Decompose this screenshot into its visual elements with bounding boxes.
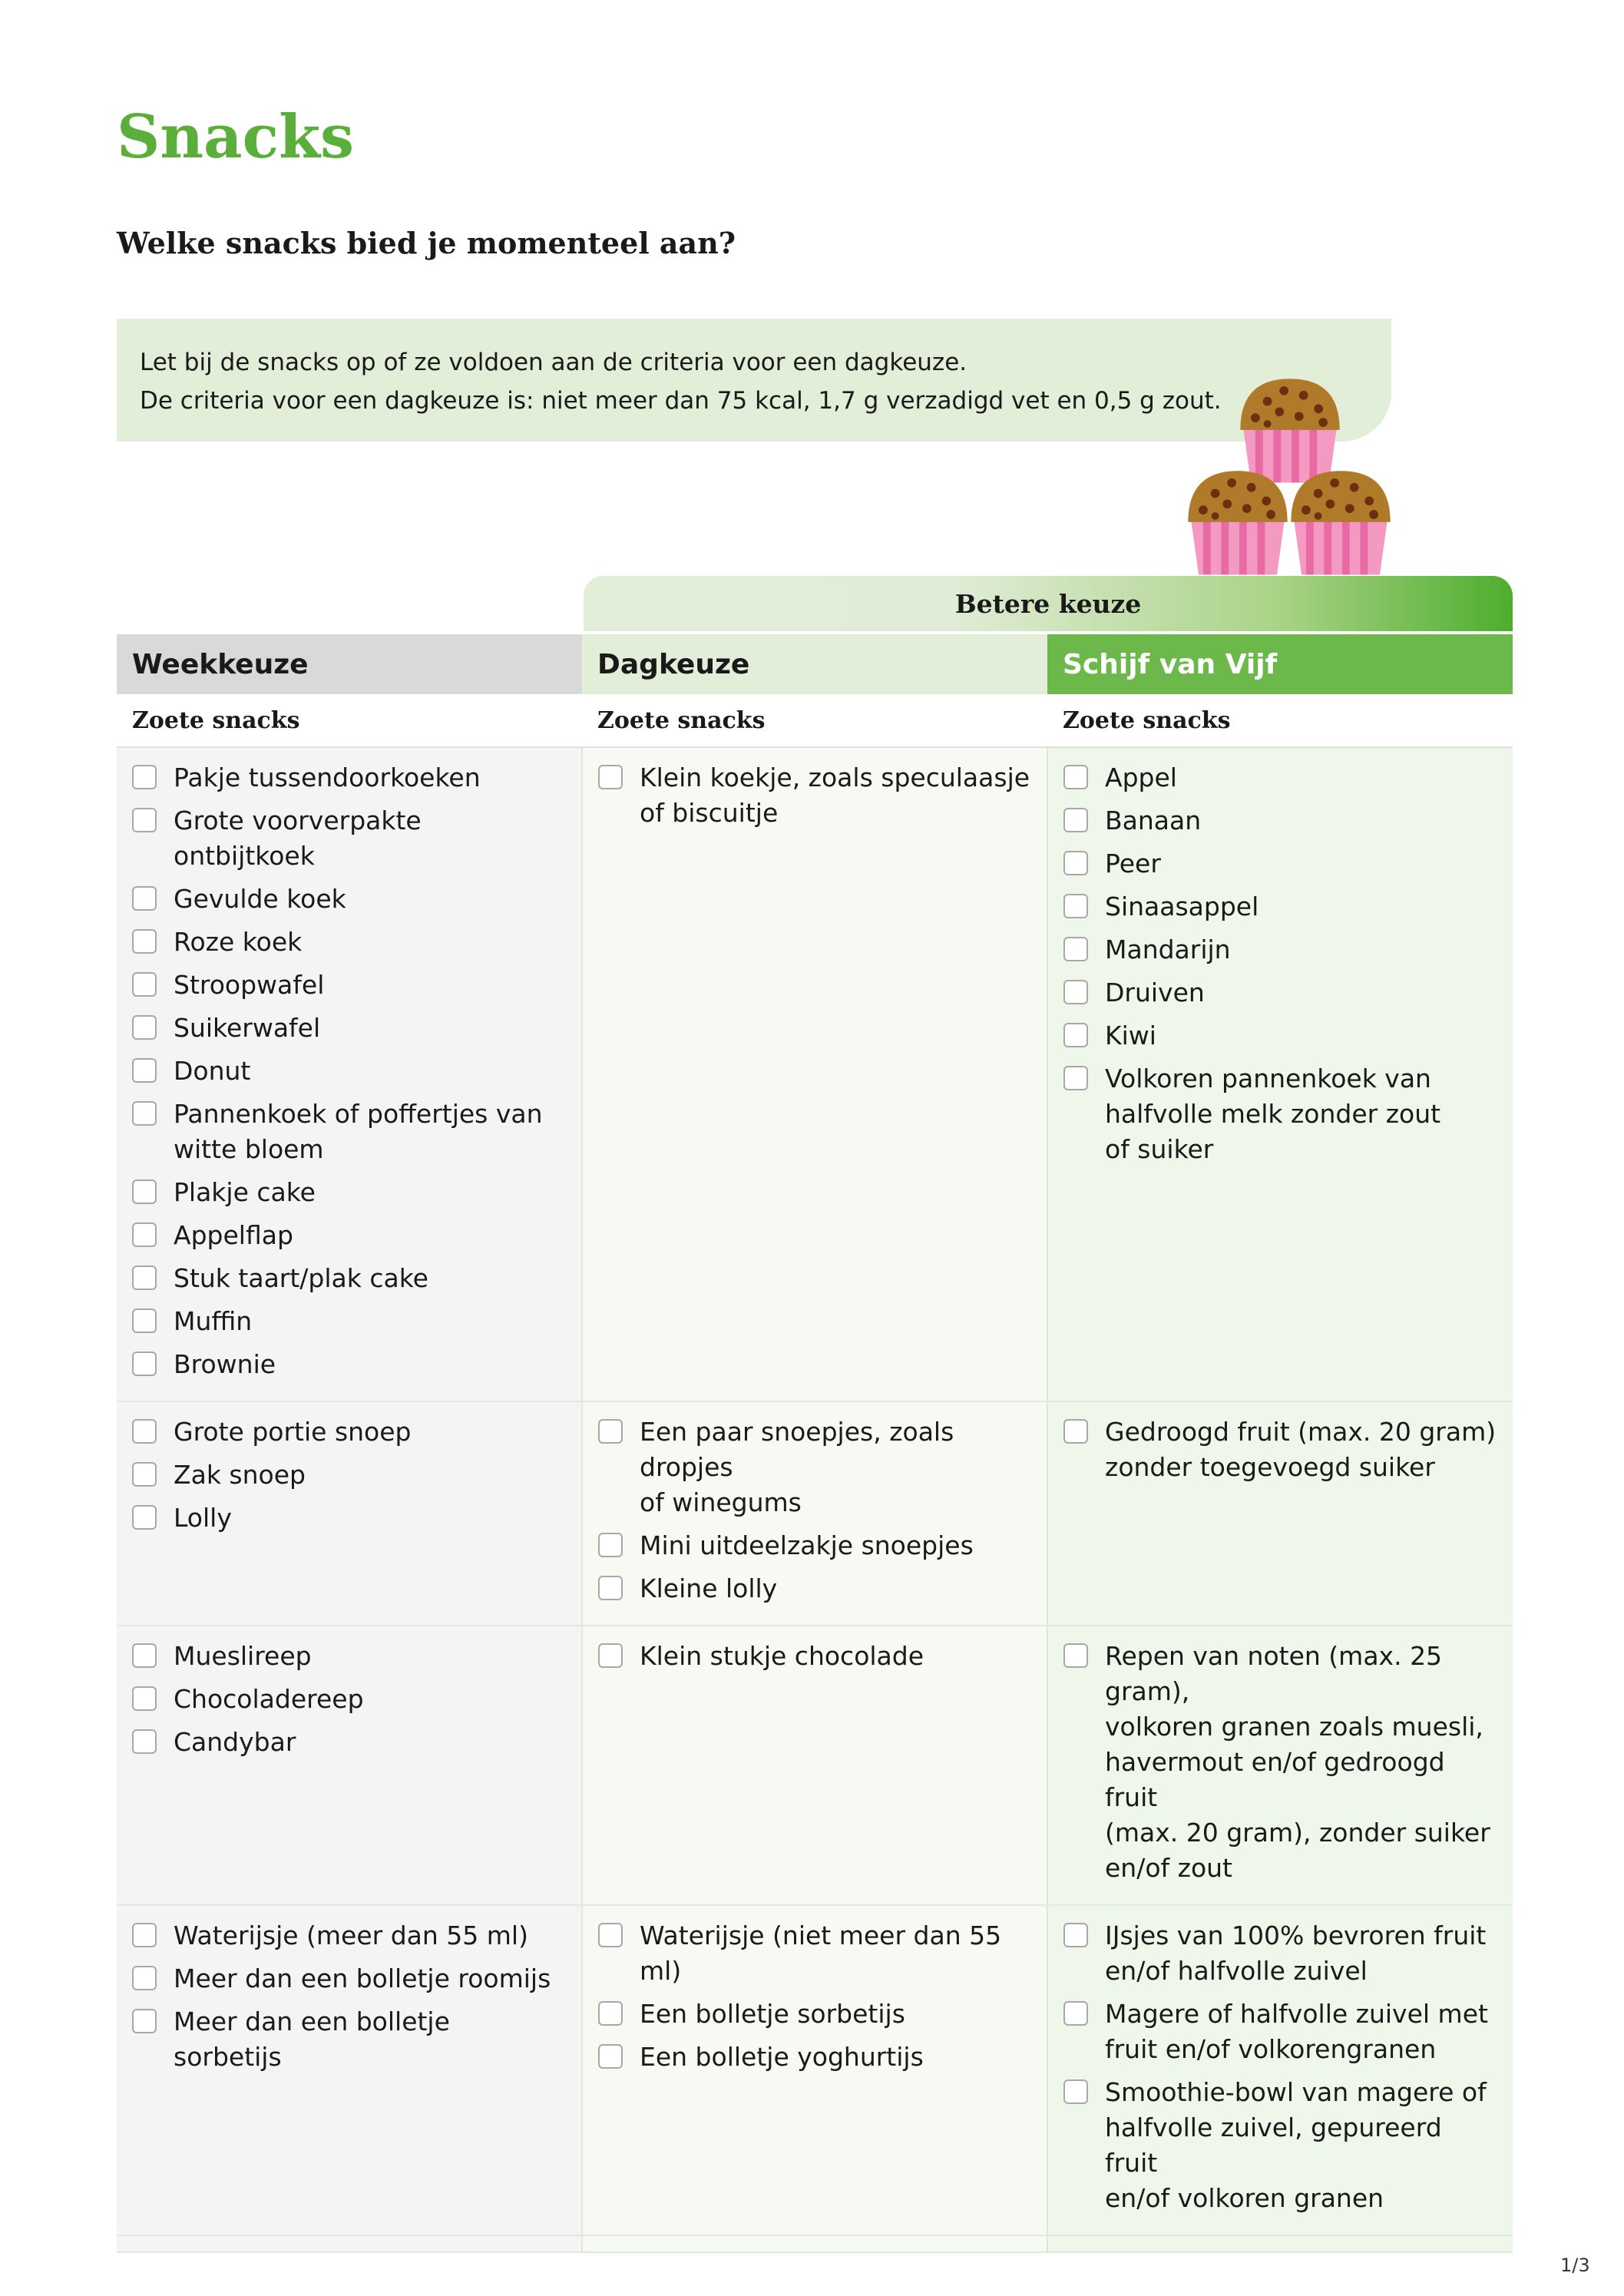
snack-cell-dag — [582, 1626, 1047, 1905]
snack-item[interactable] — [132, 1097, 566, 1167]
checkbox[interactable] — [132, 886, 157, 911]
snack-item-label: Een bolletje yoghurtijs — [640, 2042, 924, 2072]
checkbox[interactable] — [132, 1462, 157, 1487]
snack-item-label: Pakje tussendoorkoeken — [174, 763, 481, 792]
snack-item-label: Kleine lolly — [640, 1573, 778, 1603]
snack-item-label: Mueslireep — [174, 1641, 312, 1671]
snack-cell-week — [117, 1626, 582, 1905]
checkbox[interactable] — [132, 1419, 157, 1444]
snack-item[interactable] — [132, 2004, 566, 2075]
snack-item[interactable] — [132, 968, 566, 1003]
checkbox[interactable] — [1063, 1643, 1088, 1668]
snack-item[interactable] — [1063, 1414, 1497, 1485]
snack-cell-schijf — [1047, 1626, 1513, 1905]
snack-cell-week — [117, 747, 582, 1401]
snack-item-label: Plakje cake — [174, 1177, 316, 1207]
snack-item-label: Muffin — [174, 1306, 253, 1336]
snack-item-label: Een bolletje sorbetijs — [640, 1999, 905, 2029]
category-label-week: Zoete snacks — [117, 694, 582, 747]
snack-item-label: Volkoren pannenkoek van halfvolle melk zonder zout of suiker — [1105, 1064, 1441, 1164]
spacer-cell — [1047, 2235, 1513, 2252]
snack-item[interactable] — [132, 760, 566, 796]
snack-item[interactable] — [132, 1500, 566, 1536]
snack-item-label: Gedroogd fruit (max. 20 gram) zonder toegevoegd suiker — [1105, 1417, 1497, 1482]
snack-item[interactable] — [132, 803, 566, 874]
snack-item[interactable] — [1063, 1639, 1497, 1886]
snack-item[interactable] — [1063, 932, 1497, 968]
checkbox[interactable] — [132, 1729, 157, 1754]
snack-item[interactable] — [132, 1682, 566, 1717]
snack-item[interactable] — [1063, 1997, 1497, 2067]
snack-item[interactable] — [598, 1414, 1031, 1520]
checkbox[interactable] — [1063, 2079, 1088, 2104]
checkbox[interactable] — [598, 2001, 623, 2026]
snack-item[interactable] — [132, 1457, 566, 1493]
page-title: Snacks — [117, 102, 355, 172]
table-footer-spacer — [117, 2235, 1513, 2252]
checkbox[interactable] — [132, 1058, 157, 1083]
snack-item-label: Een paar snoepjes, zoals dropjes of winegums — [640, 1417, 954, 1517]
checkbox[interactable] — [132, 1686, 157, 1711]
info-line-2: De criteria voor een dagkeuze is: niet meer dan 75 kcal, 1,7 g verzadigd vet en 0,5 g zout. — [140, 387, 1222, 415]
column-header-schijf-van-vijf: Schijf van Vijf — [1047, 634, 1513, 694]
snack-item-label: Waterijsje (niet meer dan 55 ml) — [640, 1921, 1002, 1986]
column-header-weekkeuze: Weekkeuze — [117, 634, 582, 694]
checkbox[interactable] — [1063, 1023, 1088, 1047]
snack-item[interactable] — [1063, 2075, 1497, 2216]
checkbox[interactable] — [1063, 765, 1088, 789]
checkbox[interactable] — [132, 972, 157, 997]
checkbox[interactable] — [132, 1351, 157, 1376]
snack-item[interactable] — [132, 1414, 566, 1450]
checkbox[interactable] — [132, 929, 157, 954]
snack-item-label: Waterijsje (meer dan 55 ml) — [174, 1921, 528, 1950]
snack-item[interactable] — [132, 1218, 566, 1253]
snack-group-row — [117, 1626, 1513, 1905]
snack-item-label: Stroopwafel — [174, 970, 325, 1000]
snack-item-label: Mandarijn — [1105, 935, 1231, 964]
checkbox[interactable] — [132, 1015, 157, 1040]
snack-item[interactable] — [1063, 1061, 1497, 1167]
snack-item-label: Mini uitdeelzakje snoepjes — [640, 1530, 974, 1560]
snack-item-label: Peer — [1105, 849, 1161, 878]
snack-cell-schijf — [1047, 747, 1513, 1401]
checkbox[interactable] — [132, 808, 157, 832]
snack-item[interactable] — [598, 2040, 1031, 2075]
snack-item[interactable] — [598, 760, 1031, 831]
checkbox[interactable] — [598, 765, 623, 789]
checkbox[interactable] — [598, 1576, 623, 1600]
checkbox[interactable] — [598, 1923, 623, 1947]
snack-item[interactable] — [1063, 846, 1497, 882]
snack-item-label: Candybar — [174, 1727, 296, 1757]
snack-item[interactable] — [132, 1639, 566, 1674]
checkbox[interactable] — [598, 1533, 623, 1557]
snack-item[interactable] — [132, 1961, 566, 1997]
snack-item[interactable] — [598, 1528, 1031, 1563]
muffins-illustration — [1182, 376, 1397, 576]
snack-item[interactable] — [598, 1918, 1031, 1989]
spacer-cell — [117, 2235, 582, 2252]
snack-item-label: Klein koekje, zoals speculaasje of biscuitje — [640, 763, 1030, 828]
category-label-schijf: Zoete snacks — [1047, 694, 1513, 747]
snack-item[interactable] — [1063, 1018, 1497, 1054]
snack-item-label: IJsjes van 100% bevroren fruit en/of halfvolle zuivel — [1105, 1921, 1487, 1986]
snack-item-label: Appel — [1105, 763, 1177, 792]
snack-item-label: Repen van noten (max. 25 gram), volkoren granen zoals muesli, havermout en/of gedroogd fruit (max. 20 gram), zonder suiker en/of zout — [1105, 1641, 1490, 1883]
snack-item[interactable] — [132, 1304, 566, 1339]
checkbox[interactable] — [132, 1923, 157, 1947]
snack-item[interactable] — [1063, 760, 1497, 796]
checkbox[interactable] — [1063, 1419, 1088, 1444]
betere-keuze-banner: Betere keuze — [584, 576, 1513, 631]
info-line-1: Let bij de snacks op of ze voldoen aan de criteria voor een dagkeuze. — [140, 349, 967, 376]
checkbox[interactable] — [132, 2009, 157, 2033]
snack-item-label: Stuk taart/plak cake — [174, 1263, 428, 1293]
category-label-dag: Zoete snacks — [582, 694, 1047, 747]
checkbox[interactable] — [132, 1222, 157, 1247]
checkbox[interactable] — [1063, 808, 1088, 832]
snack-item-label: Grote voorverpakte ontbijtkoek — [174, 806, 422, 871]
checkbox[interactable] — [1063, 937, 1088, 961]
snack-item-label: Zak snoep — [174, 1460, 306, 1490]
snack-item[interactable] — [598, 1571, 1031, 1606]
snack-item-label: Smoothie-bowl van magere of halfvolle zuivel, gepureerd fruit en/of volkoren granen — [1105, 2077, 1487, 2213]
snack-item-label: Chocoladereep — [174, 1684, 364, 1714]
snack-item-label: Suikerwafel — [174, 1013, 321, 1043]
checkbox[interactable] — [132, 1308, 157, 1333]
snack-item[interactable] — [1063, 1918, 1497, 1989]
checkbox[interactable] — [132, 1643, 157, 1668]
snack-item[interactable] — [1063, 889, 1497, 925]
checkbox[interactable] — [132, 1265, 157, 1290]
snack-item-label: Pannenkoek of poffertjes van witte bloem — [174, 1099, 543, 1164]
snack-item-label: Sinaasappel — [1105, 892, 1259, 921]
checkbox[interactable] — [598, 2044, 623, 2069]
snack-cell-dag — [582, 747, 1047, 1401]
snack-item[interactable] — [132, 1054, 566, 1089]
checkbox[interactable] — [1063, 2001, 1088, 2026]
snack-item[interactable] — [132, 1261, 566, 1296]
checkbox[interactable] — [598, 1419, 623, 1444]
snack-cell-week — [117, 1905, 582, 2235]
snack-item-label: Kiwi — [1105, 1021, 1156, 1050]
snack-cell-dag — [582, 1401, 1047, 1626]
snack-item-label: Meer dan een bolletje roomijs — [174, 1964, 551, 1993]
snack-cell-dag — [582, 1905, 1047, 2235]
checkbox[interactable] — [1063, 1066, 1088, 1090]
checkbox[interactable] — [132, 765, 157, 789]
spacer-cell — [582, 2235, 1047, 2252]
snack-item[interactable] — [132, 1918, 566, 1954]
checkbox[interactable] — [1063, 851, 1088, 875]
snack-item[interactable] — [1063, 803, 1497, 839]
snack-item-label: Lolly — [174, 1503, 232, 1533]
snack-group-row — [117, 1905, 1513, 2235]
checkbox[interactable] — [132, 1179, 157, 1204]
snack-item-label: Klein stukje chocolade — [640, 1641, 924, 1671]
checkbox[interactable] — [132, 1101, 157, 1126]
snack-cell-schijf — [1047, 1905, 1513, 2235]
checkbox[interactable] — [1063, 894, 1088, 918]
snack-item[interactable] — [598, 1639, 1031, 1674]
page-subtitle: Welke snacks bied je momenteel aan? — [117, 226, 736, 260]
snack-item-label: Brownie — [174, 1349, 276, 1379]
snack-item[interactable] — [132, 925, 566, 960]
snack-cell-week — [117, 1401, 582, 1626]
snack-item-label: Grote portie snoep — [174, 1417, 412, 1447]
snack-item[interactable] — [598, 1997, 1031, 2032]
snack-item-label: Banaan — [1105, 806, 1202, 835]
snack-item[interactable] — [132, 1011, 566, 1046]
snack-item-label: Gevulde koek — [174, 884, 346, 914]
snacks-table — [117, 634, 1513, 2253]
snack-item[interactable] — [132, 882, 566, 917]
snack-item-label: Meer dan een bolletje sorbetijs — [174, 2007, 450, 2072]
checkbox[interactable] — [1063, 980, 1088, 1004]
page-number: 1/3 — [1560, 2255, 1590, 2276]
snack-item[interactable] — [1063, 975, 1497, 1011]
snack-item-label: Roze koek — [174, 927, 303, 957]
checkbox[interactable] — [132, 1505, 157, 1530]
checkbox[interactable] — [132, 1966, 157, 1990]
snack-group-row — [117, 1401, 1513, 1626]
checkbox[interactable] — [1063, 1923, 1088, 1947]
snack-group-row — [117, 747, 1513, 1401]
snack-item[interactable] — [132, 1725, 566, 1760]
snack-item-label: Donut — [174, 1056, 251, 1086]
checkbox[interactable] — [598, 1643, 623, 1668]
snack-item[interactable] — [132, 1175, 566, 1210]
snack-cell-schijf — [1047, 1401, 1513, 1626]
snack-item-label: Druiven — [1105, 978, 1205, 1007]
column-header-dagkeuze: Dagkeuze — [582, 634, 1047, 694]
snack-item-label: Appelflap — [174, 1220, 293, 1250]
snack-item[interactable] — [132, 1347, 566, 1382]
snack-item-label: Magere of halfvolle zuivel met fruit en/of volkorengranen — [1105, 1999, 1488, 2064]
